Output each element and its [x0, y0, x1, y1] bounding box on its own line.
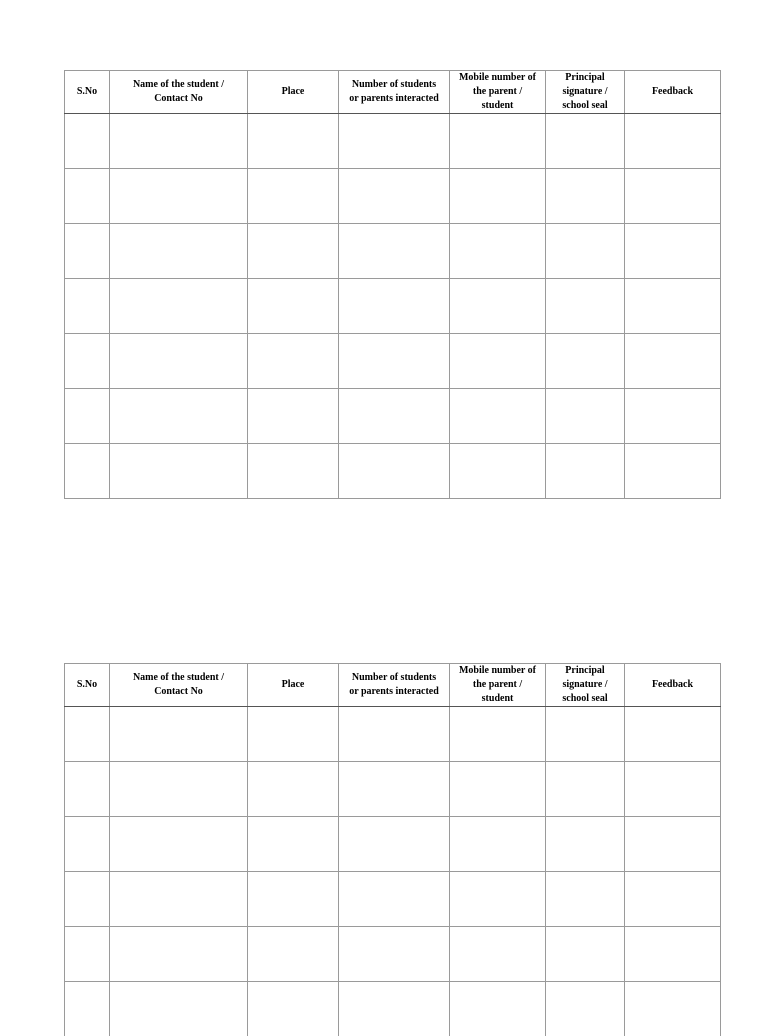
cell-place[interactable]: [248, 762, 339, 817]
cell-principal-signature[interactable]: [546, 982, 625, 1036]
cell-feedback[interactable]: [625, 114, 721, 169]
header-number-interacted: [339, 71, 450, 114]
table-header-row: [65, 664, 721, 707]
table-header-row: [65, 71, 721, 114]
cell-student-name[interactable]: [110, 817, 248, 872]
header-sno: [65, 664, 110, 707]
cell-sno[interactable]: [65, 444, 110, 499]
cell-principal-signature[interactable]: [546, 707, 625, 762]
cell-number-interacted[interactable]: [339, 762, 450, 817]
table-row: [65, 444, 721, 499]
cell-student-name[interactable]: [110, 444, 248, 499]
cell-student-name[interactable]: [110, 279, 248, 334]
table-row: [65, 762, 721, 817]
cell-feedback[interactable]: [625, 389, 721, 444]
header-student-name: [110, 71, 248, 114]
cell-mobile-number[interactable]: [450, 444, 546, 499]
header-feedback: [625, 71, 721, 114]
cell-student-name[interactable]: [110, 169, 248, 224]
header-student-name: [110, 664, 248, 707]
table-row: [65, 279, 721, 334]
cell-student-name[interactable]: [110, 334, 248, 389]
cell-principal-signature[interactable]: [546, 817, 625, 872]
table-row: [65, 389, 721, 444]
header-label: Place: [282, 86, 305, 97]
cell-place[interactable]: [248, 334, 339, 389]
cell-sno[interactable]: [65, 334, 110, 389]
cell-feedback[interactable]: [625, 982, 721, 1036]
cell-feedback[interactable]: [625, 762, 721, 817]
header-label: Feedback: [652, 86, 693, 97]
cell-mobile-number[interactable]: [450, 872, 546, 927]
cell-number-interacted[interactable]: [339, 872, 450, 927]
cell-place[interactable]: [248, 927, 339, 982]
cell-mobile-number[interactable]: [450, 279, 546, 334]
table-row: [65, 872, 721, 927]
header-sno: [65, 71, 110, 114]
header-label: Mobile number of the parent / student: [459, 72, 536, 111]
cell-mobile-number[interactable]: [450, 982, 546, 1036]
cell-number-interacted[interactable]: [339, 707, 450, 762]
header-place: [248, 664, 339, 707]
cell-principal-signature[interactable]: [546, 389, 625, 444]
cell-sno[interactable]: [65, 982, 110, 1036]
cell-student-name[interactable]: [110, 872, 248, 927]
header-label: Mobile number of the parent / student: [459, 665, 536, 704]
cell-mobile-number[interactable]: [450, 114, 546, 169]
table-row: [65, 982, 721, 1036]
cell-sno[interactable]: [65, 872, 110, 927]
cell-feedback[interactable]: [625, 927, 721, 982]
table-row: [65, 817, 721, 872]
cell-feedback[interactable]: [625, 444, 721, 499]
cell-mobile-number[interactable]: [450, 224, 546, 279]
cell-principal-signature[interactable]: [546, 927, 625, 982]
cell-principal-signature[interactable]: [546, 169, 625, 224]
cell-number-interacted[interactable]: [339, 279, 450, 334]
header-principal-signature: [546, 71, 625, 114]
cell-place[interactable]: [248, 114, 339, 169]
cell-number-interacted[interactable]: [339, 334, 450, 389]
cell-number-interacted[interactable]: [339, 114, 450, 169]
header-label: S.No: [77, 86, 97, 97]
cell-sno[interactable]: [65, 114, 110, 169]
cell-principal-signature[interactable]: [546, 444, 625, 499]
cell-sno[interactable]: [65, 762, 110, 817]
table-row: [65, 927, 721, 982]
cell-student-name[interactable]: [110, 762, 248, 817]
cell-mobile-number[interactable]: [450, 334, 546, 389]
cell-place[interactable]: [248, 707, 339, 762]
table-row: [65, 114, 721, 169]
cell-number-interacted[interactable]: [339, 927, 450, 982]
cell-place[interactable]: [248, 872, 339, 927]
header-feedback: [625, 664, 721, 707]
cell-principal-signature[interactable]: [546, 334, 625, 389]
table-row: [65, 169, 721, 224]
feedback-form-table: [64, 70, 721, 499]
header-label: Feedback: [652, 679, 693, 690]
cell-sno[interactable]: [65, 817, 110, 872]
cell-feedback[interactable]: [625, 817, 721, 872]
cell-feedback[interactable]: [625, 872, 721, 927]
header-number-interacted: [339, 664, 450, 707]
cell-place[interactable]: [248, 389, 339, 444]
cell-student-name[interactable]: [110, 707, 248, 762]
header-place: [248, 71, 339, 114]
cell-place[interactable]: [248, 817, 339, 872]
cell-feedback[interactable]: [625, 334, 721, 389]
cell-mobile-number[interactable]: [450, 389, 546, 444]
cell-student-name[interactable]: [110, 927, 248, 982]
cell-student-name[interactable]: [110, 982, 248, 1036]
cell-sno[interactable]: [65, 927, 110, 982]
cell-number-interacted[interactable]: [339, 169, 450, 224]
cell-principal-signature[interactable]: [546, 224, 625, 279]
header-label: Name of the student / Contact No: [133, 79, 224, 104]
cell-student-name[interactable]: [110, 224, 248, 279]
header-principal-signature: [546, 664, 625, 707]
header-label: S.No: [77, 679, 97, 690]
header-label: Principal signature / school seal: [562, 665, 607, 704]
cell-sno[interactable]: [65, 169, 110, 224]
cell-mobile-number[interactable]: [450, 169, 546, 224]
cell-sno[interactable]: [65, 389, 110, 444]
cell-feedback[interactable]: [625, 169, 721, 224]
header-label: Principal signature / school seal: [562, 72, 607, 111]
cell-principal-signature[interactable]: [546, 872, 625, 927]
table-row: [65, 224, 721, 279]
header-label: Number of students or parents interacted: [349, 79, 439, 104]
cell-number-interacted[interactable]: [339, 389, 450, 444]
cell-feedback[interactable]: [625, 707, 721, 762]
header-mobile-number: [450, 71, 546, 114]
cell-principal-signature[interactable]: [546, 279, 625, 334]
cell-sno[interactable]: [65, 707, 110, 762]
cell-number-interacted[interactable]: [339, 982, 450, 1036]
cell-place[interactable]: [248, 279, 339, 334]
cell-place[interactable]: [248, 169, 339, 224]
cell-feedback[interactable]: [625, 279, 721, 334]
table-row: [65, 707, 721, 762]
header-label: Place: [282, 679, 305, 690]
cell-number-interacted[interactable]: [339, 444, 450, 499]
header-mobile-number: [450, 664, 546, 707]
header-label: Number of students or parents interacted: [349, 672, 439, 697]
cell-mobile-number[interactable]: [450, 817, 546, 872]
cell-principal-signature[interactable]: [546, 114, 625, 169]
cell-place[interactable]: [248, 444, 339, 499]
cell-mobile-number[interactable]: [450, 927, 546, 982]
cell-mobile-number[interactable]: [450, 707, 546, 762]
cell-feedback[interactable]: [625, 224, 721, 279]
cell-student-name[interactable]: [110, 114, 248, 169]
cell-number-interacted[interactable]: [339, 817, 450, 872]
cell-principal-signature[interactable]: [546, 762, 625, 817]
cell-place[interactable]: [248, 982, 339, 1036]
cell-place[interactable]: [248, 224, 339, 279]
cell-sno[interactable]: [65, 279, 110, 334]
cell-sno[interactable]: [65, 224, 110, 279]
feedback-form-table: [64, 663, 721, 1036]
table-row: [65, 334, 721, 389]
cell-mobile-number[interactable]: [450, 762, 546, 817]
header-label: Name of the student / Contact No: [133, 672, 224, 697]
cell-student-name[interactable]: [110, 389, 248, 444]
cell-number-interacted[interactable]: [339, 224, 450, 279]
